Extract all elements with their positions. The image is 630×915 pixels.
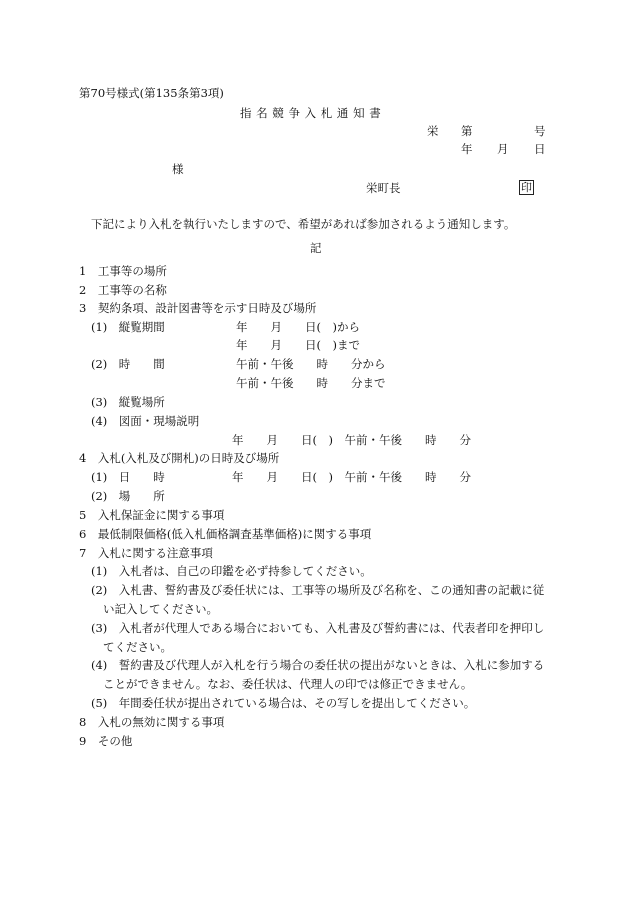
item-4-1-label: (1) 日 時: [91, 470, 165, 484]
doc-number-prefix: 栄: [427, 124, 439, 138]
item-3-2-to: 午前・午後 時 分まで: [236, 376, 386, 390]
date-month: 月: [497, 142, 509, 156]
item-4-1-datetime: 年 月 日( ) 午前・午後 時 分: [232, 470, 471, 484]
item-3-1-to: 年 月 日( )まで: [236, 338, 360, 352]
date-day: 日: [534, 142, 546, 156]
note-1: (1) 入札者は、自己の印鑑を必ず持参してください。: [91, 564, 372, 578]
doc-number-dai: 第: [461, 124, 473, 138]
recipient-suffix: 様: [172, 162, 184, 176]
item-3: 3 契約条項、設計図書等を示す日時及び場所: [79, 301, 317, 315]
ki-heading: 記: [310, 241, 322, 255]
item-6: 6 最低制限価格(低入札価格調査基準価格)に関する事項: [79, 527, 372, 541]
item-3-1-from: 年 月 日( )から: [236, 320, 360, 334]
item-3-1-label: (1) 縦覧期間: [91, 320, 165, 334]
item-3-4: (4) 図面・現場説明: [91, 414, 200, 428]
note-2-line-2: い記入してください。: [103, 602, 218, 616]
document-title: 指 名 競 争 入 札 通 知 書: [240, 106, 382, 120]
doc-number-go: 号: [534, 124, 546, 138]
item-7: 7 入札に関する注意事項: [79, 546, 213, 560]
note-4-line-2: ことができません。なお、委任状は、代理人の印では修正できません。: [103, 677, 473, 691]
item-2: 2 工事等の名称: [79, 283, 167, 297]
note-5: (5) 年間委任状が提出されている場合は、その写しを提出してください。: [91, 696, 476, 710]
item-3-3: (3) 縦覧場所: [91, 395, 165, 409]
item-4: 4 入札(入札及び開札)の日時及び場所: [79, 451, 280, 465]
item-5: 5 入札保証金に関する事項: [79, 508, 225, 522]
item-1: 1 工事等の場所: [79, 264, 167, 278]
intro-text: 下記により入札を執行いたしますので、希望があれば参加されるよう通知します。: [91, 217, 516, 231]
date-year: 年: [461, 142, 473, 156]
item-9: 9 その他: [79, 734, 133, 748]
item-3-2-from: 午前・午後 時 分から: [236, 357, 386, 371]
note-4-line-1: (4) 誓約書及び代理人が入札を行う場合の委任状の提出がないときは、入札に参加する: [91, 658, 545, 672]
issuer-name: 栄町長: [366, 181, 401, 195]
form-label: 第70号様式(第135条第3項): [79, 86, 224, 100]
note-2-line-1: (2) 入札書、誓約書及び委任状には、工事等の場所及び名称を、この通知書の記載に従: [91, 583, 545, 597]
item-3-4-datetime: 年 月 日( ) 午前・午後 時 分: [232, 433, 471, 447]
note-3-line-1: (3) 入札者が代理人である場合においても、入札書及び誓約書には、代表者印を押印し: [91, 621, 545, 635]
item-3-2-label: (2) 時 間: [91, 357, 165, 371]
item-4-2: (2) 場 所: [91, 489, 165, 503]
note-3-line-2: てください。: [103, 640, 172, 654]
seal-mark: 印: [521, 181, 532, 194]
item-8: 8 入札の無効に関する事項: [79, 715, 225, 729]
